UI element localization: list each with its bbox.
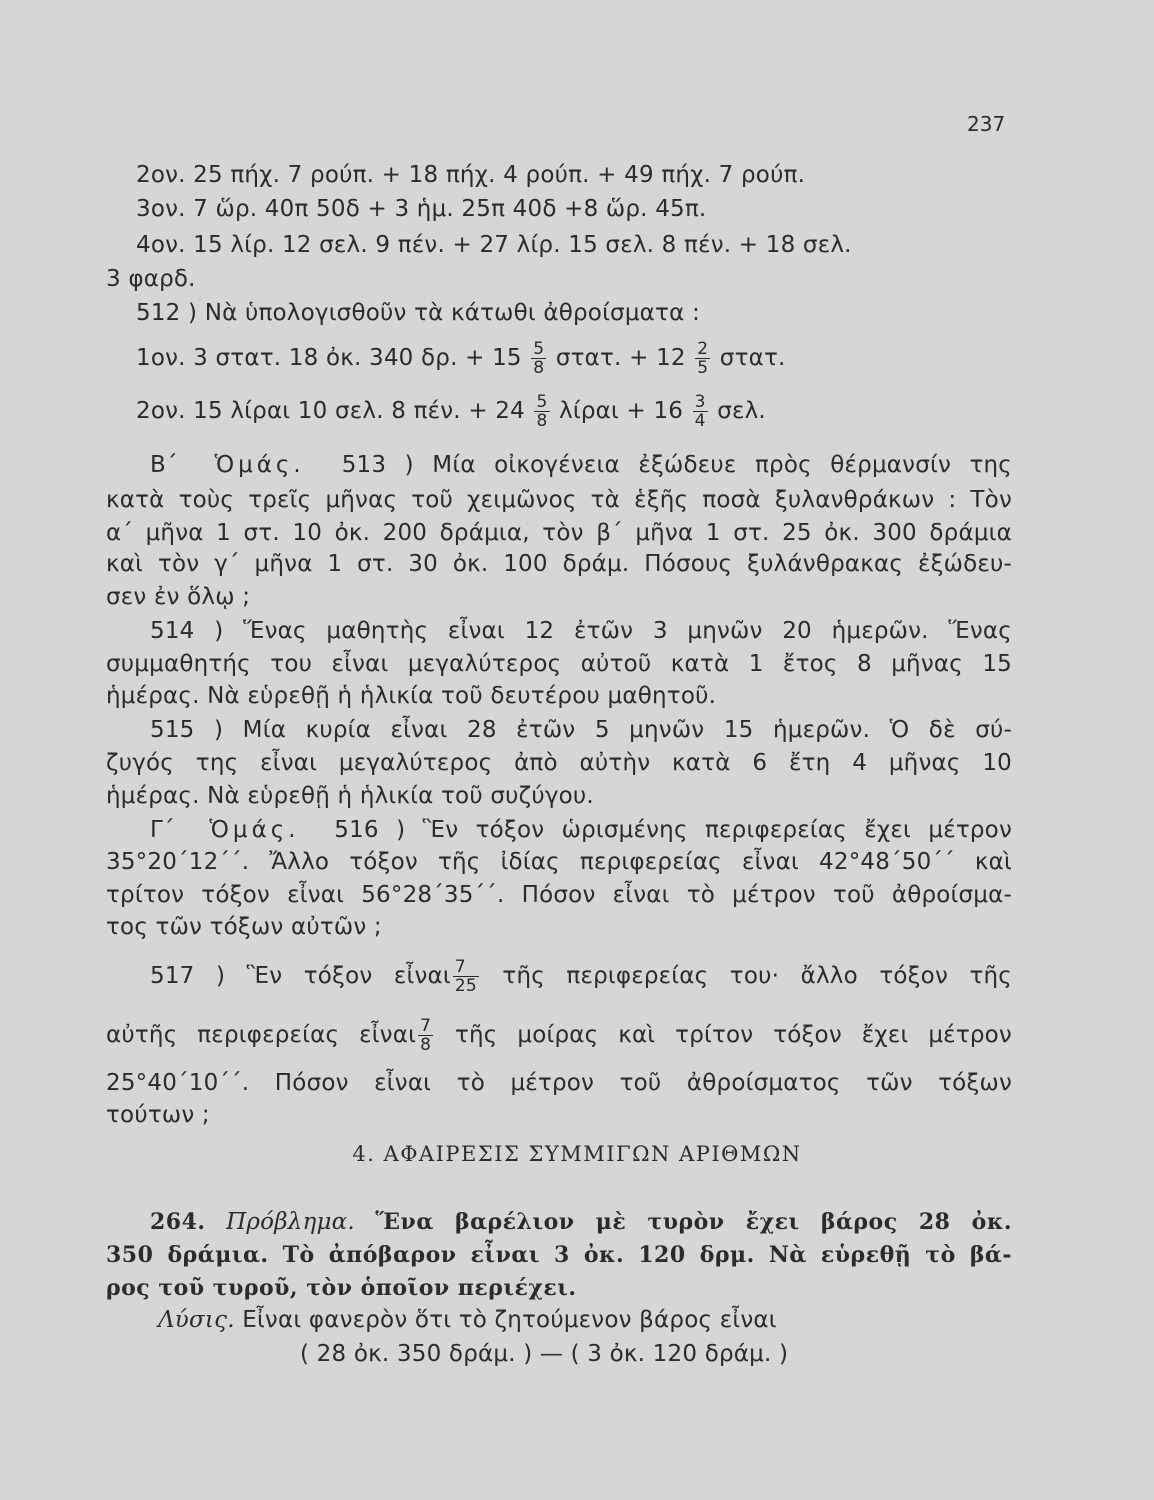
fraction-denominator: 8 <box>536 411 548 431</box>
text-segment: 2ον. 15 λίραι 10 σελ. 8 πέν. + 24 <box>136 398 525 424</box>
fraction-denominator: 8 <box>533 358 545 378</box>
fraction-denominator: 8 <box>420 1035 432 1055</box>
text-line: 514 ) Ἕνας μαθητὴς εἶναι 12 ἐτῶν 3 μηνῶν 20 ἡμερῶν. Ἕνας <box>150 618 1012 644</box>
fraction <box>531 340 546 377</box>
problem-line-2: 350 δράμια. Τὸ ἀπόβαρον εἶναι 3 ὀκ. 120 δρμ. Νὰ εὑρεθῇ τὸ βά- <box>106 1242 1012 1268</box>
fraction-numerator: 5 <box>533 339 545 359</box>
text-segment: αὐτῆς περιφερείας εἶναι <box>106 1022 417 1048</box>
fraction-numerator: 5 <box>536 392 548 412</box>
text-line: 515 ) Μία κυρία εἶναι 28 ἐτῶν 5 μηνῶν 15 ἡμερῶν. Ὁ δὲ σύ- <box>150 717 1012 743</box>
text-segment: τῆς μοίρας καὶ τρίτον τόξον ἔχει μέτρον <box>454 1022 1012 1048</box>
group-label: Β΄ <box>150 452 178 478</box>
text-line: 35°20΄12΄΄. Ἄλλο τόξον τῆς ἰδίας περιφερείας εἶναι 42°48΄50΄΄ καὶ <box>106 849 1012 875</box>
exercise-517-line-2 <box>106 1017 1012 1054</box>
text-line: συμμαθητής του εἶναι μεγαλύτερος αὐτοῦ κατὰ 1 ἔτος 8 μῆνας 15 <box>106 651 1012 677</box>
text-segment: στατ. + 12 <box>555 345 686 371</box>
text-segment: 516 ) Ἓν τόξον ὡρισμένης περιφερείας ἔχει μέτρον <box>334 817 1012 843</box>
exercise-512-line-1 <box>136 340 786 377</box>
text-line: 4ον. 15 λίρ. 12 σελ. 9 πέν. + 27 λίρ. 15 σελ. 8 πέν. + 18 σελ. <box>136 232 852 258</box>
text-line: 3 φαρδ. <box>106 266 196 292</box>
exercise-512-line-2 <box>136 393 766 430</box>
fraction <box>693 393 708 430</box>
group-word: Ὁμάς. <box>209 817 300 843</box>
fraction-denominator: 4 <box>694 411 706 431</box>
fraction-numerator: 2 <box>697 339 709 359</box>
group-c-line <box>150 815 1012 845</box>
text-segment: τῆς περιφερείας του· ἄλλο τόξον τῆς <box>502 963 1012 989</box>
text-line: τος τῶν τόξων αὐτῶν ; <box>106 914 382 940</box>
solution-expression: ( 28 ὀκ. 350 δράμ. ) — ( 3 ὀκ. 120 δράμ. ) <box>300 1341 789 1367</box>
problem-line-1 <box>150 1207 1012 1237</box>
problem-label: Πρόβλημα. <box>226 1209 355 1235</box>
exercise-517-line-1 <box>150 958 1012 995</box>
fraction <box>453 958 479 995</box>
text-line: τρίτον τόξον εἶναι 56°28΄35΄΄. Πόσον εἶναι τὸ μέτρον τοῦ ἀθροίσμα- <box>106 882 1012 908</box>
solution-line <box>158 1305 777 1335</box>
text-segment: σελ. <box>717 398 766 424</box>
text-line: ἡμέρας. Νὰ εὑρεθῇ ἡ ἡλικία τοῦ δευτέρου μαθητοῦ. <box>106 683 717 709</box>
fraction-numerator: 3 <box>694 392 706 412</box>
group-b-line <box>150 450 1012 480</box>
problem-text: Ἕνα βαρέλιον μὲ τυρὸν ἔχει βάρος 28 ὀκ. <box>375 1209 1012 1235</box>
text-segment: 513 ) Μία οἰκογένεια ἐξώδευε πρὸς θέρμανσίν της <box>341 452 1012 478</box>
solution-text: Εἶναι φανερὸν ὅτι τὸ ζητούμενον βάρος εἶναι <box>242 1307 777 1333</box>
fraction-numerator: 7 <box>420 1016 432 1036</box>
text-line: κατὰ τοὺς τρεῖς μῆνας τοῦ χειμῶνος τὰ ἑξῆς ποσὰ ξυλανθράκων : Τὸν <box>106 487 1012 513</box>
text-segment: 1ον. 3 στατ. 18 ὀκ. 340 δρ. + 15 <box>136 345 522 371</box>
exercise-512-heading: 512 ) Νὰ ὑπολογισθοῦν τὰ κάτωθι ἀθροίσματα : <box>136 300 700 326</box>
text-line: 3ον. 7 ὥρ. 40π 50δ + 3 ἡμ. 25π 40δ +8 ὥρ. 45π. <box>136 196 707 222</box>
fraction-denominator: 25 <box>454 976 477 996</box>
page-number: 237 <box>967 112 1006 136</box>
text-line: 2ον. 25 πήχ. 7 ρούπ. + 18 πήχ. 4 ρούπ. + 49 πήχ. 7 ρούπ. <box>136 162 806 188</box>
section-heading: 4. ΑΦΑΙΡΕΣΙΣ ΣΥΜΜΙΓΩΝ ΑΡΙΘΜΩΝ <box>352 1142 802 1166</box>
text-line: σεν ἐν ὅλῳ ; <box>106 584 251 610</box>
text-segment: λίραι + 16 <box>559 398 684 424</box>
text-line: καὶ τὸν γ΄ μῆνα 1 στ. 30 ὀκ. 100 δράμ. Πόσους ξυλάνθρακας ἐξώδευ- <box>106 551 1012 577</box>
text-line: 25°40΄10΄΄. Πόσον εἶναι τὸ μέτρον τοῦ ἀθροίσματος τῶν τόξων <box>106 1070 1012 1096</box>
solution-label: Λύσις. <box>158 1307 235 1333</box>
text-segment: στατ. <box>719 345 786 371</box>
fraction <box>695 340 710 377</box>
problem-line-3: ρος τοῦ τυροῦ, τὸν ὁποῖον περιέχει. <box>106 1275 577 1301</box>
group-word: Ὁμάς. <box>214 452 305 478</box>
text-segment: 517 ) Ἓν τόξον εἶναι <box>150 963 451 989</box>
group-label: Γ΄ <box>150 817 175 843</box>
fraction <box>534 393 549 430</box>
text-line: τούτων ; <box>106 1102 210 1128</box>
text-line: α΄ μῆνα 1 στ. 10 ὀκ. 200 δράμια, τὸν β΄ μῆνα 1 στ. 25 ὀκ. 300 δράμια <box>106 520 1012 546</box>
fraction <box>418 1017 433 1054</box>
fraction-denominator: 5 <box>697 358 709 378</box>
problem-number: 264. <box>150 1209 206 1235</box>
text-line: ζυγός της εἶναι μεγαλύτερος ἀπὸ αὐτὴν κατὰ 6 ἔτη 4 μῆνας 10 <box>106 750 1012 776</box>
text-line: ἡμέρας. Νὰ εὑρεθῇ ἡ ἡλικία τοῦ συζύγου. <box>106 783 594 809</box>
fraction-numerator: 7 <box>453 958 479 977</box>
